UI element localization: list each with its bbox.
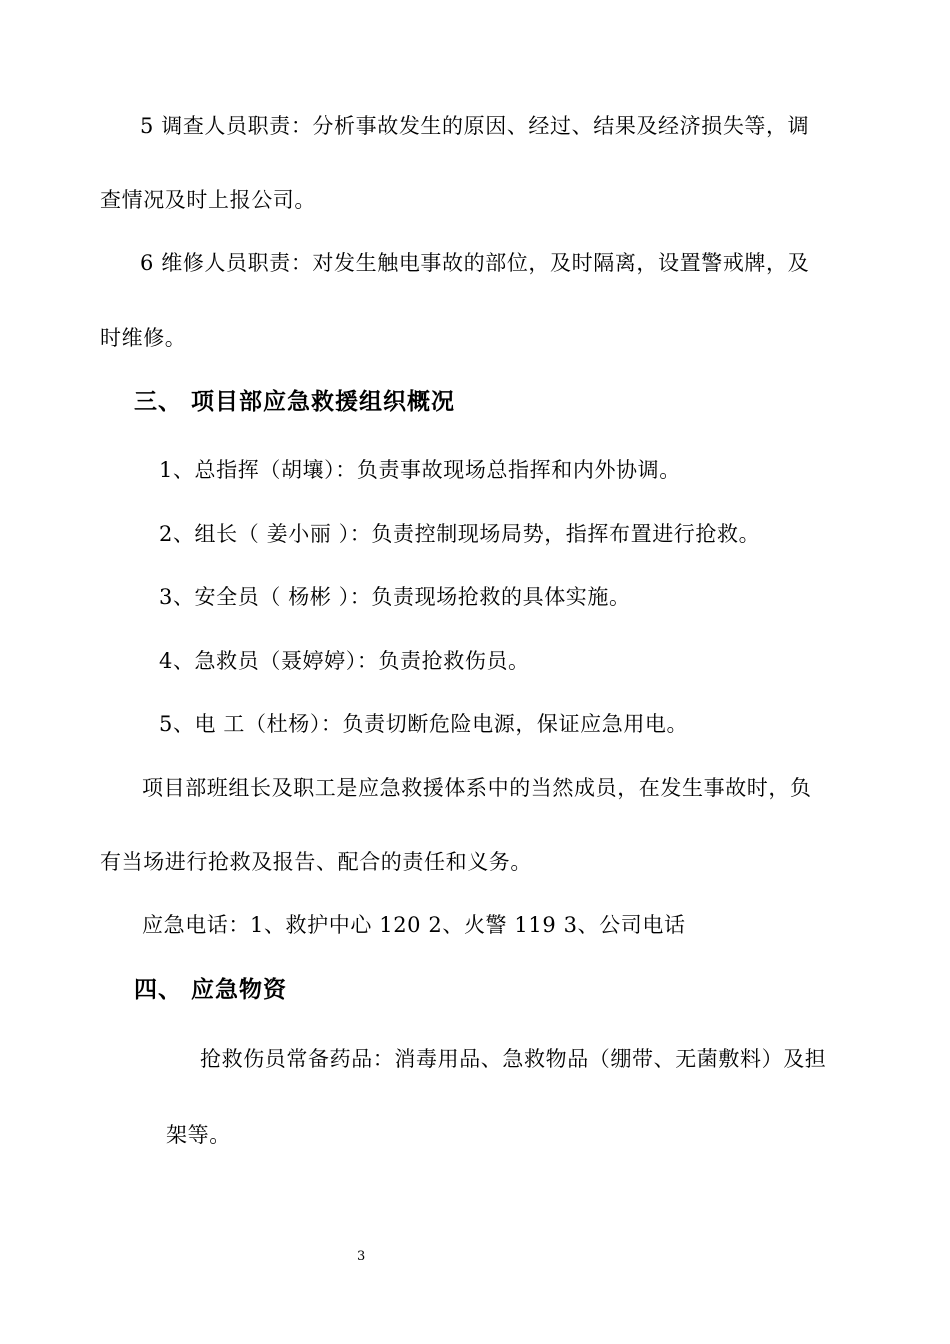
supplies-line-1: 抢救伤员常备药品：消毒用品、急救物品（绷带、无菌敷料）及担 [200, 1047, 827, 1071]
org-item-5: 5、电 工（杜杨）：负责切断危险电源，保证应急用电。 [159, 712, 689, 736]
members-paragraph-line-2: 有当场进行抢救及报告、配合的责任和义务。 [100, 850, 532, 874]
section-4-heading: 四、 应急物资 [134, 977, 288, 1003]
org-item-2: 2、组长（ 姜小丽 ）：负责控制现场局势，指挥布置进行抢救。 [159, 522, 761, 546]
emergency-phones: 应急电话：1、救护中心 120 2、火警 119 3、公司电话 [142, 913, 686, 937]
org-item-1: 1、总指挥（胡壤）：负责事故现场总指挥和内外协调。 [159, 458, 681, 482]
supplies-line-2: 架等。 [166, 1123, 231, 1147]
section-3-heading: 三、 项目部应急救援组织概况 [134, 389, 456, 415]
paragraph-6-line-2: 时维修。 [100, 326, 187, 350]
paragraph-5-line-1: 5 调查人员职责：分析事故发生的原因、经过、结果及经济损失等，调 [140, 114, 810, 138]
members-paragraph-line-1: 项目部班组长及职工是应急救援体系中的当然成员，在发生事故时，负 [142, 776, 812, 800]
org-item-4: 4、急救员（聂婷婷）：负责抢救伤员。 [159, 649, 530, 673]
org-item-3: 3、安全员（ 杨彬 ）：负责现场抢救的具体实施。 [159, 585, 631, 609]
paragraph-5-line-2: 查情况及时上报公司。 [100, 188, 316, 212]
paragraph-6-line-1: 6 维修人员职责：对发生触电事故的部位，及时隔离，设置警戒牌，及 [140, 251, 810, 275]
page-number: 3 [357, 1249, 366, 1264]
